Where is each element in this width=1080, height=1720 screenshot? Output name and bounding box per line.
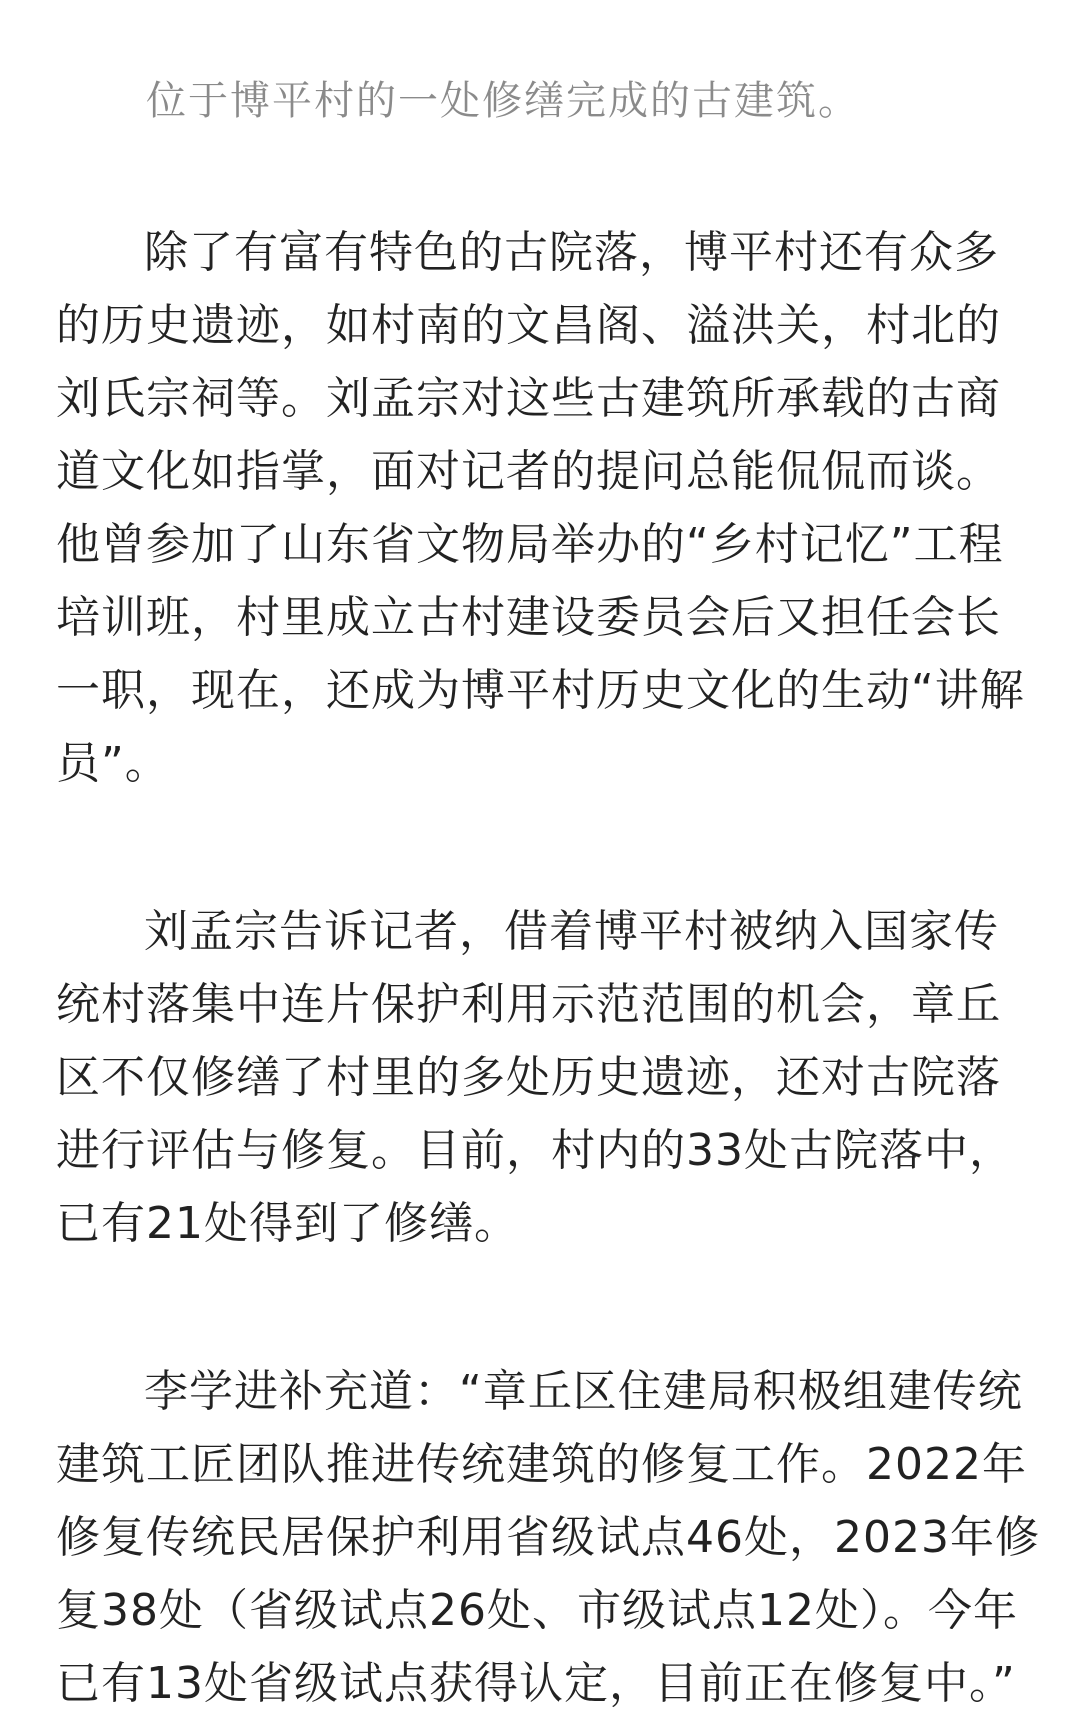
- paragraph-line: 刘孟宗告诉记者，借着博平村被纳入国家传: [144, 906, 999, 957]
- paragraph-line: 他曾参加了山东省文物局举办的“乡村记忆”工程: [56, 519, 1004, 570]
- paragraph-line: 进行评估与修复。目前，村内的33处古院落中，: [56, 1125, 1014, 1176]
- paragraph-line: 道文化如指掌，面对记者的提问总能侃侃而谈。: [56, 446, 1001, 497]
- paragraph-line: 已有13处省级试点获得认定，目前正在修复中。”: [56, 1658, 1016, 1709]
- paragraph-line: 李学进补充道：“章丘区住建局积极组建传统: [144, 1366, 1023, 1417]
- paragraph-line: 区不仅修缮了村里的多处历史遗迹，还对古院落: [56, 1052, 1001, 1103]
- paragraph-line: 复38处（省级试点26处、市级试点12处）。今年: [56, 1585, 1018, 1636]
- paragraph-line: 一职，现在，还成为博平村历史文化的生动“讲解: [56, 665, 1025, 716]
- paragraph-line: 刘氏宗祠等。刘孟宗对这些古建筑所承载的古商: [56, 373, 1001, 424]
- paragraph-line: 修复传统民居保护利用省级试点46处，2023年修: [56, 1512, 1040, 1563]
- paragraph-line: 统村落集中连片保护利用示范范围的机会，章丘: [56, 979, 1001, 1030]
- paragraph-3: [56, 1355, 1040, 1720]
- paragraph-line: 建筑工匠团队推进传统建筑的修复工作。2022年: [56, 1439, 1027, 1490]
- paragraph-line: 除了有富有特色的古院落，博平村还有众多: [144, 227, 999, 278]
- paragraph-line: 员”。: [56, 738, 170, 789]
- article: [56, 0, 1040, 1720]
- paragraph-line: 的历史遗迹，如村南的文昌阁、溢洪关，村北的: [56, 300, 1001, 351]
- paragraph-2: [56, 895, 1026, 1260]
- paragraph-line: 培训班，村里成立古村建设委员会后又担任会长: [56, 592, 1001, 643]
- image-caption: 位于博平村的一处修缮完成的古建筑。: [146, 78, 860, 124]
- paragraph-line: 已有21处得到了修缮。: [56, 1198, 519, 1249]
- paragraph-1: [56, 216, 1026, 800]
